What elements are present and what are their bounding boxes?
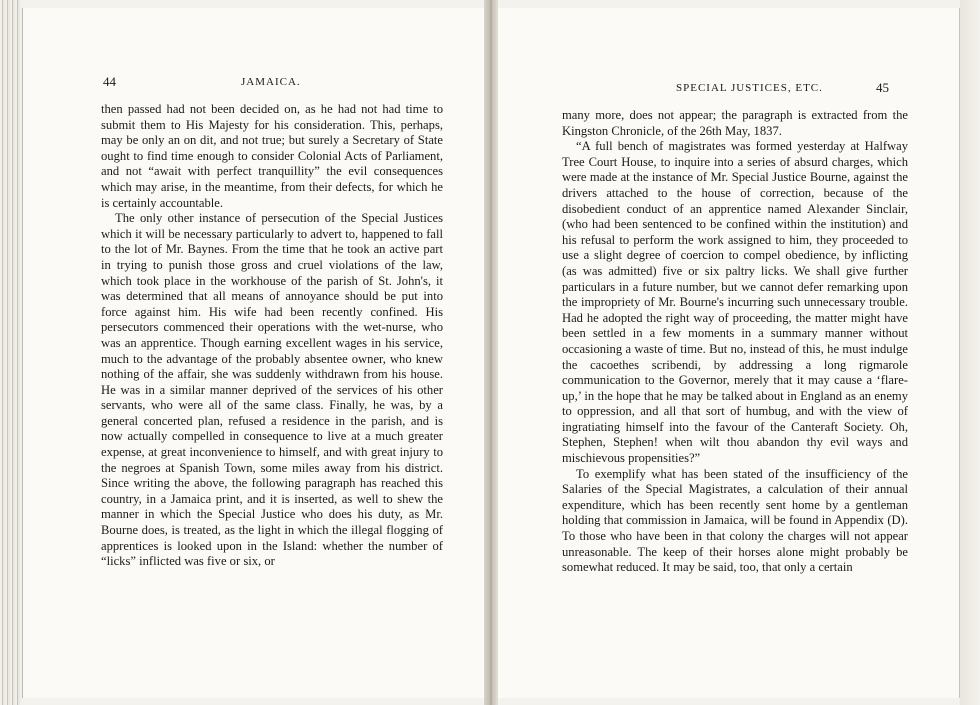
page-number-right: 45 <box>876 80 889 95</box>
right-page <box>498 8 960 698</box>
running-head-right: SPECIAL JUSTICES, ETC. <box>676 82 823 94</box>
paragraph: many more, does not appear; the paragraph is extracted from the Kingston Chronicle, of the 26th May, 1837. <box>562 108 908 138</box>
paragraph: To exemplify what has been stated of the insufficiency of the Salaries of the Special Magistrates, a calculation of their annual expenditure, which has been recently sent home by a gentleman holding that commission in Jamaica, will be found in Appendix (D). To those who have been in that colony the charges will not appear unreasonable. The keep of their horses alone might probably be somewhat reduced. It may be said, too, that only a certain <box>562 466 908 575</box>
paragraph: The only other instance of persecution of the Special Justices which it will be necessary particularly to advert to, happened to fall to the lot of Mr. Baynes. From the time that he took an active part in trying to punish those gross and cruel violations of the law, which took place in the workhouse of the parish of St. John's, it was determined that all means of annoyance should be put into force against him. His wife had been recently confined. His persecutors commenced their operations with the wet-nurse, who was an apprentice. Though earning excellent wages in his service, much to the advantage of the probably absentee owner, who knew nothing of the affair, she was suddenly withdrawn from his house. He was in a similar manner deprived of the services of his other servants, who were all of the same class. Finally, he was, by a general concerted plan, refused a residence in the parish, and is now actually compelled in consequence to live at a much greater expense, at great inconvenience to himself, and with great injury to the negroes at Spanish Town, some miles away from his district. Since writing the above, the following paragraph has reached this country, in a Jamaica print, and it is inserted, as well to shew the manner in which the Special Justice who does his duty, as Mr. Bourne does, is treated, as the light in which the illegal flogging of apprentices is looked upon in the Island: whether the number of “licks” inflicted was five or six, or <box>101 211 443 569</box>
left-page <box>22 8 484 698</box>
paragraph: then passed had not been decided on, as he had not had time to submit them to His Majesty for his consideration. This, perhaps, may be only an on dit, and not true; but surely a Secretary of State ought to find time enough to consider Colonial Acts of Parliament, and not “await with perfect tranquillity” the evil consequences which may arise, in the meantime, from their defects, for which he is certainly accountable. <box>101 102 443 210</box>
page-edges-right <box>960 0 980 705</box>
page-edges-left <box>0 0 22 705</box>
book-gutter <box>484 0 498 705</box>
paragraph: “A full bench of magistrates was formed yesterday at Halfway Tree Court House, to inquire into a series of absurd charges, which were made at the instance of Mr. Special Justice Bourne, against the drivers attached to the house of correction, because of the disobedient conduct of an apprentice named Alexander Sinclair, (who had been sentenced to be confined within the institution) and his refusal to perform the work assigned to him, they proceeded to use a slight degree of coercion to compel obedience, by inflicting (as was admitted) five or six paltry licks. We shall give further particulars in a future number, but we cannot defer remarking upon the impropriety of Mr. Bourne's incurring such unnecessary trouble. Had he adopted the right way of proceeding, the matter might have been settled in a few moments in a summary manner without occasioning a waste of time. But no, instead of this, he must indulge the cacoethes scribendi, by addressing a long rigmarole communication to the Governor, merely that it may cause a ‘flare-up,’ in the hope that he may be talked about in England as an enemy to oppression, and all that sort of humbug, and with the view of ingratiating himself into the favour of the Canteraft Society. Oh, Stephen, Stephen! when wilt thou abandon thy evil ways and mischievous propensities?” <box>562 139 908 466</box>
body-text-right <box>562 108 908 576</box>
running-head-left: JAMAICA. <box>241 76 301 88</box>
page-number-left: 44 <box>103 74 116 89</box>
body-text-left <box>101 102 443 570</box>
